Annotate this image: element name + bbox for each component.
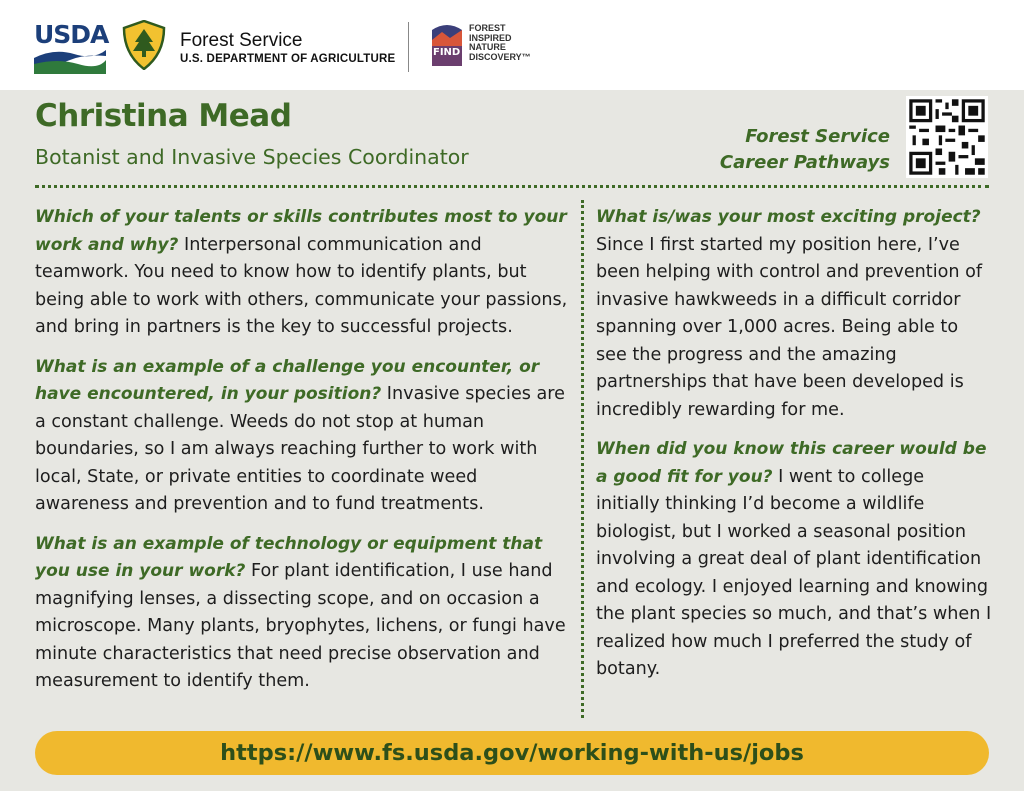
jobs-url-banner[interactable] (35, 731, 989, 775)
question: What is/was your most exciting project? (596, 207, 981, 227)
answer: Invasive species are a constant challenge. Weeds do not stop at human boundaries, so I am always reaching further to work with local, State, or private entities to coordinate weed awareness and prevention and to fund treatments. (35, 384, 565, 514)
find-tagline (469, 24, 531, 62)
profile-title: Botanist and Invasive Species Coordinator (35, 145, 469, 169)
right-column (596, 204, 992, 696)
pathways-line-1: Forest Service (745, 126, 890, 147)
jobs-url-link[interactable]: https://www.fs.usda.gov/working-with-us/jobs (220, 740, 804, 766)
qa-item (596, 436, 992, 684)
forest-service-shield-icon (122, 20, 166, 70)
question: When did you know this career would be a good fit for you? (596, 439, 987, 487)
question: What is an example of technology or equipment that you use in your work? (35, 533, 543, 581)
find-line-1: FOREST (469, 23, 506, 33)
qa-item (596, 204, 992, 424)
usda-logo-text: USDA (34, 20, 109, 49)
qa-item (35, 531, 575, 696)
left-column (35, 204, 575, 708)
answer: Since I first started my position here, I’ve been helping with control and prevention of invasive hawkweeds in a difficult corridor spanning over 1,000 acres. Being able to see the progress and the amazing partnerships that have been developed is incredibly rewarding for me. (596, 234, 983, 420)
profile-name: Christina Mead (35, 98, 292, 134)
usda-logo (34, 20, 109, 74)
find-line-3: NATURE (469, 42, 506, 52)
answer: I went to college initially thinking I’d become a wildlife biologist, but I worked a seasonal position involving a great deal of plant identification and ecology. I enjoyed learning and knowing the plant species so much, and that’s when I realized how much I preferred the study of botany. (596, 466, 992, 679)
qa-item (35, 354, 575, 519)
question: Which of your talents or skills contributes most to your work and why? (35, 207, 567, 255)
qr-code-icon[interactable] (906, 96, 988, 178)
find-mountain-icon (430, 20, 464, 68)
question: What is an example of a challenge you encounter, or have encountered, in your position? (35, 356, 540, 404)
department-name: U.S. DEPARTMENT OF AGRICULTURE (180, 53, 396, 65)
column-dotted-divider (581, 200, 584, 718)
find-logo (430, 20, 464, 68)
agency-name: Forest Service (180, 30, 303, 51)
answer: Interpersonal communication and teamwork. You need to know how to identify plants, but being able to work with others, communicate your passions, and bring in partners is the key to successful projects. (35, 234, 568, 337)
find-line-2: INSPIRED (469, 32, 512, 43)
header-dotted-divider (35, 185, 989, 188)
answer: For plant identification, I use hand magnifying lenses, a dissecting scope, and on occasion a microscope. Many plants, bryophytes, lichens, or fungi have minute characteristics that need precise observation and measurement to identify them. (35, 561, 566, 691)
header-divider (408, 22, 409, 72)
pathways-line-2: Career Pathways (719, 152, 890, 173)
page-header (0, 0, 1024, 90)
usda-hills-icon (34, 20, 109, 74)
career-pathways-label (690, 124, 890, 176)
find-logo-text: FIND (433, 47, 461, 58)
find-line-4: DISCOVERY™ (469, 51, 531, 62)
qa-item (35, 204, 575, 342)
